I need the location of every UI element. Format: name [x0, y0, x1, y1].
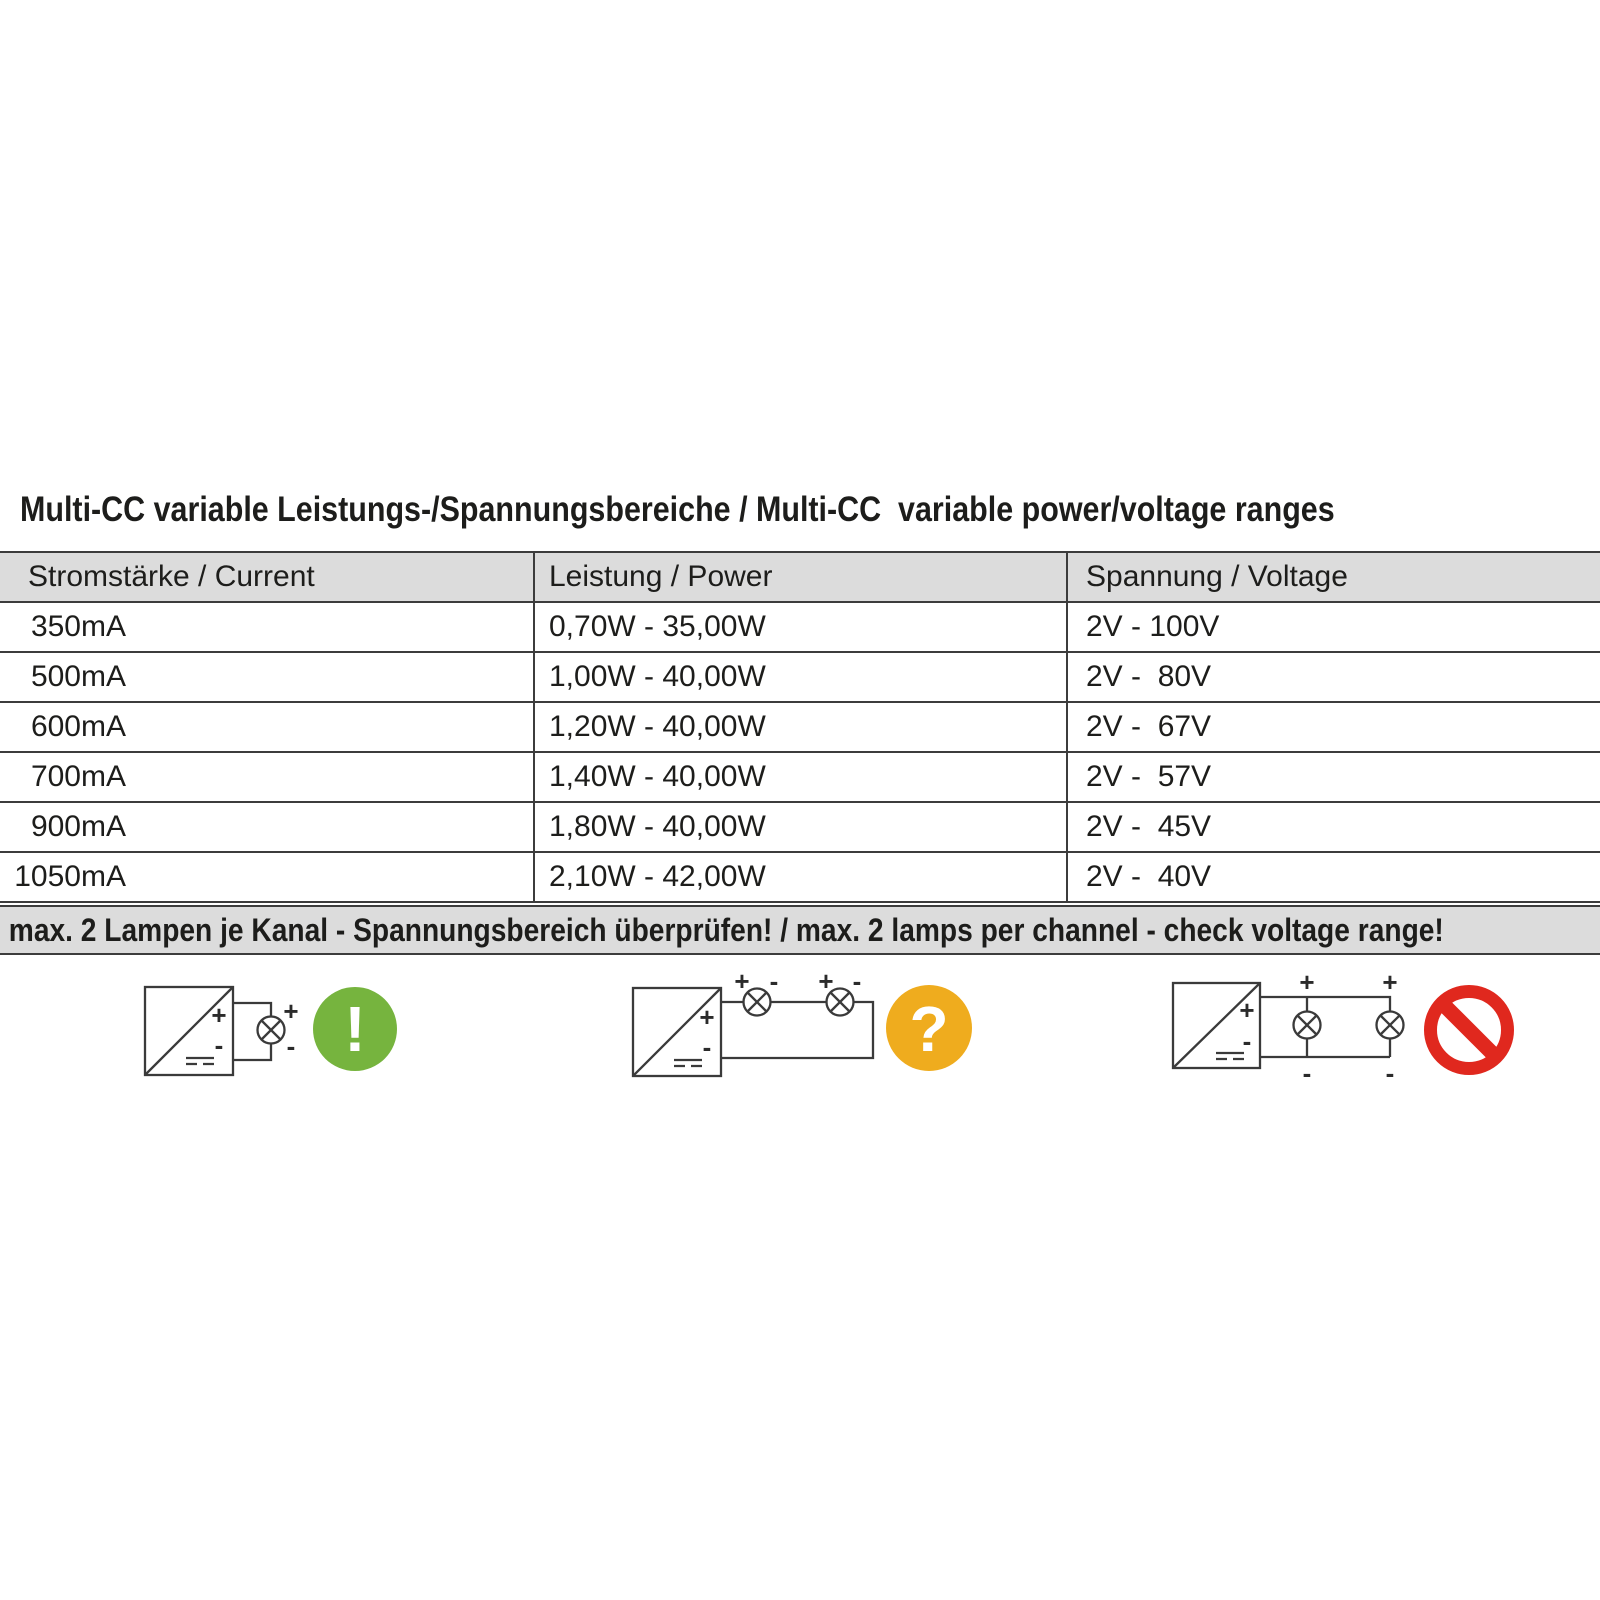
diagram-two-lamps-parallel-forbidden: [1165, 964, 1520, 1090]
current-cell: [0, 653, 533, 701]
svg-text:+: +: [1239, 995, 1255, 1025]
current-cell: [0, 603, 533, 651]
svg-text:-: -: [1385, 1058, 1395, 1088]
current-value: 600mA: [30, 710, 126, 743]
voltage-cell: 2V - 80V: [1066, 653, 1600, 701]
lamp-icon: [1294, 1012, 1321, 1039]
table-row: [0, 853, 1600, 903]
svg-text:+: +: [211, 1000, 227, 1030]
current-cell: [0, 753, 533, 801]
voltage-cell: 2V - 100V: [1066, 603, 1600, 651]
voltage-cell: 2V - 45V: [1066, 803, 1600, 851]
power-supply-box-icon: [1173, 983, 1260, 1068]
svg-text:-: -: [852, 966, 862, 996]
svg-text:?: ?: [909, 993, 949, 1065]
column-header-current: Stromstärke / Current: [28, 560, 315, 593]
power-cell: 1,80W - 40,00W: [533, 803, 1066, 851]
svg-text:+: +: [283, 996, 299, 1026]
table-row: [0, 753, 1600, 803]
current-value: 900mA: [30, 810, 126, 843]
voltage-cell: 2V - 40V: [1066, 853, 1600, 901]
svg-text:!: !: [344, 993, 366, 1065]
svg-text:+: +: [1382, 967, 1398, 997]
current-cell: [0, 703, 533, 751]
dc-symbol-icon: [186, 1058, 214, 1064]
column-header-voltage: Spannung / Voltage: [1066, 553, 1600, 601]
svg-text:+: +: [734, 966, 750, 996]
svg-text:+: +: [1299, 967, 1315, 997]
current-cell: [0, 853, 533, 901]
table-row: [0, 803, 1600, 853]
current-value: 500mA: [30, 660, 126, 693]
warning-bar: [0, 905, 1600, 955]
table-header-row: [0, 553, 1600, 603]
table-row: [0, 653, 1600, 703]
power-cell: 2,10W - 42,00W: [533, 853, 1066, 901]
current-cell: [0, 803, 533, 851]
current-value: 1050mA: [14, 860, 126, 893]
lamp-icon: [258, 1017, 285, 1044]
column-header-power: Leistung / Power: [533, 553, 1066, 601]
lamp-icon: [1377, 1012, 1404, 1039]
diagram-two-lamps-series-check: [625, 963, 977, 1090]
exclamation-circle-icon: [313, 987, 397, 1071]
table-row: [0, 603, 1600, 653]
power-supply-box-icon: [145, 987, 233, 1075]
power-cell: 1,20W - 40,00W: [533, 703, 1066, 751]
wiring: [1260, 997, 1390, 1057]
question-circle-icon: [886, 985, 972, 1071]
svg-text:-: -: [702, 1032, 712, 1062]
power-cell: 0,70W - 35,00W: [533, 603, 1066, 651]
prohibition-icon: [1431, 992, 1508, 1069]
svg-text:-: -: [1302, 1058, 1312, 1088]
svg-text:-: -: [214, 1030, 224, 1060]
power-voltage-table: [0, 551, 1600, 903]
svg-text:+: +: [818, 966, 834, 996]
current-value: 350mA: [30, 610, 126, 643]
svg-text:-: -: [1242, 1026, 1252, 1056]
page-title: Multi-CC variable Leistungs-/Spannungsbereiche / Multi-CC variable power/voltage ranges: [20, 490, 1335, 529]
voltage-cell: 2V - 57V: [1066, 753, 1600, 801]
voltage-cell: 2V - 67V: [1066, 703, 1600, 751]
dc-symbol-icon: [1216, 1053, 1244, 1059]
diagram-one-lamp-ok: [140, 973, 402, 1090]
table-row: [0, 703, 1600, 753]
svg-text:+: +: [699, 1002, 715, 1032]
current-value: 700mA: [30, 760, 126, 793]
power-supply-box-icon: [633, 988, 721, 1076]
svg-text:-: -: [769, 966, 779, 996]
dc-symbol-icon: [674, 1060, 702, 1066]
power-cell: 1,00W - 40,00W: [533, 653, 1066, 701]
warning-text: max. 2 Lampen je Kanal - Spannungsbereich überprüfen! / max. 2 lamps per channel - check voltage range!: [8, 911, 1444, 948]
svg-text:-: -: [286, 1031, 296, 1061]
wiring: [233, 1003, 271, 1060]
power-cell: 1,40W - 40,00W: [533, 753, 1066, 801]
